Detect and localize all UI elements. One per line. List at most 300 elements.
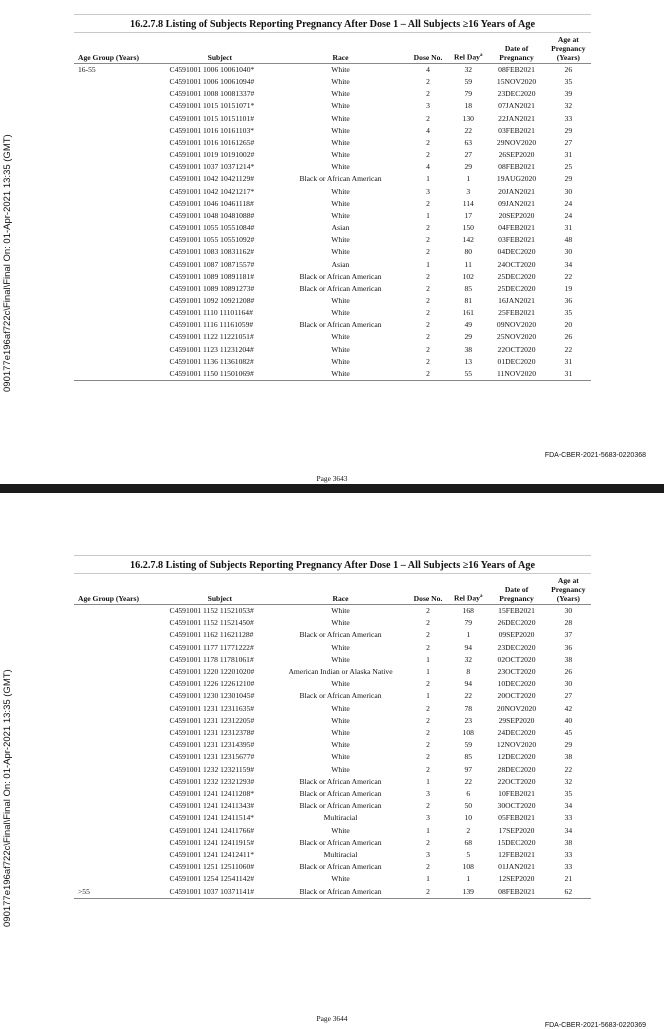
- cell-age-group: [74, 678, 166, 690]
- cell-dose-no: 3: [426, 850, 430, 860]
- cell-rel-day: 32: [464, 65, 473, 74]
- table-row: [74, 368, 591, 380]
- cell-date-of-pregnancy: 17SEP2020: [498, 825, 535, 835]
- cell-subject: C4591001 1178 11781061#: [169, 654, 254, 664]
- page-number: Page 3643: [316, 474, 348, 483]
- cell-dose-no: 2: [426, 77, 430, 87]
- cell-rel-day: 81: [464, 295, 473, 305]
- cell-dose-no: 2: [426, 837, 430, 847]
- cell-dose-no: 2: [426, 150, 430, 160]
- col-dose-no: Dose No.: [407, 574, 449, 605]
- cell-rel-day: 18: [464, 101, 473, 111]
- table-row: [74, 271, 591, 283]
- cell-race: Multiracial: [323, 850, 358, 860]
- cell-rel-day: 150: [462, 223, 474, 233]
- table-row: [74, 776, 591, 788]
- cell-subject: C4591001 1254 12541142#: [169, 874, 255, 884]
- cell-race: White: [331, 89, 350, 99]
- cell-subject: C4591001 1150 11501069#: [169, 368, 254, 378]
- cell-age-at-pregnancy: 27: [564, 691, 573, 701]
- cell-date-of-pregnancy: 20OCT2020: [497, 691, 536, 701]
- table-row: [74, 605, 591, 618]
- cell-date-of-pregnancy: 25FEB2021: [498, 308, 535, 318]
- cell-date-of-pregnancy: 20NOV2020: [496, 703, 537, 713]
- cell-age-group: [74, 149, 166, 161]
- table-row: [74, 234, 591, 246]
- cell-age-group: [74, 271, 166, 283]
- cell-age-group: [74, 259, 166, 271]
- cell-age-group: [74, 703, 166, 715]
- cell-subject: C4591001 1087 10871557#: [169, 259, 255, 269]
- cell-date-of-pregnancy: 23DEC2020: [497, 89, 536, 99]
- cell-dose-no: 3: [426, 186, 430, 196]
- cell-age-group: [74, 210, 166, 222]
- col-rel-day-label: Rel Day: [454, 53, 480, 62]
- cell-age-at-pregnancy: 25: [564, 162, 573, 172]
- cell-race: White: [331, 101, 350, 111]
- cell-age-at-pregnancy: 35: [564, 789, 573, 799]
- cell-subject: C4591001 1048 10481088#: [169, 210, 255, 220]
- cell-dose-no: 4: [426, 162, 430, 172]
- table-row: [74, 654, 591, 666]
- cell-rel-day: 2: [466, 825, 471, 835]
- cell-date-of-pregnancy: 20SEP2020: [498, 210, 535, 220]
- cell-race: White: [331, 356, 350, 366]
- table-row: [74, 331, 591, 343]
- cell-age-group: [74, 344, 166, 356]
- cell-age-group: [74, 751, 166, 763]
- cell-age-at-pregnancy: 38: [564, 654, 573, 664]
- cell-rel-day: 80: [464, 247, 473, 257]
- cell-rel-day: 78: [464, 703, 473, 713]
- table-row: [74, 642, 591, 654]
- cell-dose-no: 2: [426, 764, 430, 774]
- cell-age-group: [74, 837, 166, 849]
- table-row: [74, 800, 591, 812]
- cell-date-of-pregnancy: 22JAN2021: [498, 113, 535, 123]
- cell-date-of-pregnancy: 23OCT2020: [497, 667, 536, 677]
- cell-race: White: [331, 137, 350, 147]
- table-row: [74, 678, 591, 690]
- cell-age-group: [74, 654, 166, 666]
- col-dose-no: Dose No.: [407, 33, 449, 64]
- col-age-group: Age Group (Years): [74, 574, 166, 605]
- listing-frame: [74, 14, 591, 381]
- cell-dose-no: 2: [426, 801, 430, 811]
- cell-age-group: [74, 715, 166, 727]
- table-header-row: [74, 33, 591, 64]
- cell-age-group: [74, 739, 166, 751]
- page-number: Page 3644: [316, 1014, 348, 1023]
- table-row: [74, 295, 591, 307]
- cell-dose-no: 2: [426, 606, 430, 615]
- table-row: [74, 210, 591, 222]
- cell-age-group: [74, 307, 166, 319]
- cell-date-of-pregnancy: 07JAN2021: [498, 101, 535, 111]
- col-age-group: Age Group (Years): [74, 33, 166, 64]
- table-row: [74, 690, 591, 702]
- cell-age-at-pregnancy: 31: [564, 223, 573, 233]
- cell-race: White: [331, 825, 350, 835]
- cell-subject: C4591001 1083 10831162#: [169, 247, 255, 257]
- cell-rel-day: 63: [464, 137, 473, 147]
- cell-rel-day: 8: [466, 667, 471, 677]
- cell-age-group: [74, 246, 166, 258]
- table-row: [74, 173, 591, 185]
- cell-rel-day: 94: [464, 679, 473, 689]
- table-body: [74, 64, 591, 381]
- cell-race: White: [331, 642, 350, 652]
- cell-subject: C4591001 1037 10371214*: [169, 162, 255, 172]
- cell-rel-day: 27: [464, 150, 473, 160]
- sidebar-stamp: 090177e196af722c\Final\Final On: 01-Apr-2021 13:35 (GMT): [2, 134, 13, 392]
- cell-dose-no: 3: [426, 789, 430, 799]
- cell-age-group: [74, 113, 166, 125]
- cell-subject: C4591001 1037 10371141#: [169, 886, 255, 896]
- cell-age-at-pregnancy: 29: [564, 740, 573, 750]
- cell-rel-day: 108: [462, 862, 474, 872]
- cell-dose-no: 1: [426, 654, 430, 664]
- cell-dose-no: 4: [426, 65, 430, 74]
- cell-age-at-pregnancy: 33: [564, 113, 573, 123]
- cell-age-group: [74, 100, 166, 112]
- cell-dose-no: 2: [426, 752, 430, 762]
- cell-rel-day: 94: [464, 642, 473, 652]
- cell-rel-day: 97: [464, 764, 473, 774]
- cell-subject: C4591001 1006 10061040*: [169, 65, 255, 74]
- cell-subject: C4591001 1042 10421217*: [169, 186, 255, 196]
- cell-race: White: [331, 764, 350, 774]
- cell-age-group: [74, 873, 166, 885]
- cell-date-of-pregnancy: 08FEB2021: [498, 65, 535, 74]
- cell-dose-no: 2: [426, 715, 430, 725]
- table-header-row: [74, 574, 591, 605]
- cell-age-at-pregnancy: 34: [564, 259, 573, 269]
- cell-subject: C4591001 1241 12412411*: [169, 850, 255, 860]
- cell-rel-day: 49: [464, 320, 473, 330]
- cell-date-of-pregnancy: 15DEC2020: [497, 837, 536, 847]
- table-row: [74, 283, 591, 295]
- cell-rel-day: 13: [464, 356, 473, 366]
- cell-age-at-pregnancy: 28: [564, 618, 573, 628]
- document-page-2: [0, 541, 664, 1029]
- listing-frame: [74, 555, 591, 899]
- cell-race: White: [331, 308, 350, 318]
- cell-rel-day: 11: [464, 259, 472, 269]
- cell-race: White: [331, 235, 350, 245]
- cell-dose-no: 2: [426, 642, 430, 652]
- table-row: [74, 861, 591, 873]
- cell-date-of-pregnancy: 15NOV2020: [496, 77, 537, 87]
- cell-race: White: [331, 679, 350, 689]
- table-row: [74, 344, 591, 356]
- col-rel-day-footnote-mark: a: [479, 53, 483, 59]
- cell-rel-day: 139: [462, 886, 474, 896]
- cell-dose-no: 1: [426, 210, 430, 220]
- cell-subject: C4591001 1232 12321293#: [169, 776, 255, 786]
- cell-age-group: [74, 319, 166, 331]
- table-title: 16.2.7.8 Listing of Subjects Reporting Pregnancy After Dose 1 – All Subjects ≥16 Years of Age: [130, 560, 535, 571]
- cell-race: White: [331, 703, 350, 713]
- cell-date-of-pregnancy: 23DEC2020: [497, 642, 536, 652]
- cell-date-of-pregnancy: 25DEC2020: [497, 283, 536, 293]
- cell-age-at-pregnancy: 38: [564, 752, 573, 762]
- cell-date-of-pregnancy: 12SEP2020: [498, 874, 535, 884]
- cell-dose-no: 2: [426, 271, 430, 281]
- cell-rel-day: 29: [464, 332, 473, 342]
- cell-subject: C4591001 1046 10461118#: [169, 198, 254, 208]
- cell-dose-no: 2: [426, 247, 430, 257]
- table-row: [74, 88, 591, 100]
- cell-rel-day: 68: [464, 837, 473, 847]
- cell-date-of-pregnancy: 09JAN2021: [498, 198, 535, 208]
- table-row: [74, 764, 591, 776]
- cell-age-at-pregnancy: 22: [564, 764, 573, 774]
- cell-dose-no: 2: [426, 223, 430, 233]
- cell-race: White: [331, 198, 350, 208]
- cell-date-of-pregnancy: 29SEP2020: [498, 715, 535, 725]
- cell-age-at-pregnancy: 22: [564, 271, 573, 281]
- cell-subject: C4591001 1006 10061094#: [169, 77, 255, 87]
- cell-race: Black or African American: [299, 691, 382, 701]
- cell-age-at-pregnancy: 39: [564, 89, 573, 99]
- col-age-at-pregnancy: Age at Pregnancy (Years): [546, 33, 591, 64]
- col-subject: Subject: [166, 33, 275, 64]
- cell-date-of-pregnancy: 29NOV2020: [496, 137, 537, 147]
- cell-subject: C4591001 1136 11361082#: [169, 356, 254, 366]
- cell-age-group: [74, 788, 166, 800]
- cell-dose-no: 2: [426, 618, 430, 628]
- cell-subject: C4591001 1110 11101164#: [169, 308, 253, 318]
- cell-dose-no: 2: [426, 295, 430, 305]
- table-row: [74, 125, 591, 137]
- cell-age-at-pregnancy: 24: [564, 210, 573, 220]
- cell-date-of-pregnancy: 24OCT2020: [497, 259, 536, 269]
- cell-subject: C4591001 1241 12411514*: [169, 813, 255, 823]
- cell-race: White: [331, 295, 350, 305]
- cell-subject: C4591001 1015 10151071*: [169, 101, 255, 111]
- cell-race: White: [331, 125, 350, 135]
- table-row: [74, 113, 591, 125]
- cell-date-of-pregnancy: 08FEB2021: [498, 886, 535, 896]
- table-row: [74, 825, 591, 837]
- cell-dose-no: 2: [426, 740, 430, 750]
- cell-rel-day: 161: [462, 308, 474, 318]
- cell-age-at-pregnancy: 40: [564, 715, 573, 725]
- cell-age-at-pregnancy: 33: [564, 850, 573, 860]
- col-rel-day: [449, 574, 487, 605]
- cell-rel-day: 22: [464, 691, 473, 701]
- cell-race: White: [331, 150, 350, 160]
- cell-race: Black or African American: [299, 776, 382, 786]
- cell-subject: C4591001 1019 10191002#: [169, 150, 255, 160]
- cell-date-of-pregnancy: 11NOV2020: [497, 368, 536, 378]
- cell-age-at-pregnancy: 22: [564, 344, 573, 354]
- cell-dose-no: 2: [426, 283, 430, 293]
- cell-rel-day: 59: [464, 77, 473, 87]
- cell-subject: C4591001 1251 12511060#: [169, 862, 255, 872]
- cell-date-of-pregnancy: 04FEB2021: [498, 223, 535, 233]
- table-row: [74, 246, 591, 258]
- cell-age-at-pregnancy: 35: [564, 308, 573, 318]
- cell-rel-day: 85: [464, 752, 473, 762]
- cell-date-of-pregnancy: 09SEP2020: [498, 630, 535, 640]
- cell-age-group: [74, 605, 166, 618]
- cell-subject: C4591001 1231 12312205#: [169, 715, 255, 725]
- table-row: [74, 259, 591, 271]
- cell-dose-no: 2: [426, 113, 430, 123]
- table-row: [74, 703, 591, 715]
- cell-age-group: >55: [78, 886, 90, 896]
- cell-date-of-pregnancy: 19AUG2020: [496, 174, 537, 184]
- cell-dose-no: 2: [426, 679, 430, 689]
- cell-subject: C4591001 1230 12301045#: [169, 691, 255, 701]
- cell-rel-day: 1: [466, 174, 471, 184]
- cell-date-of-pregnancy: 01JAN2021: [498, 862, 535, 872]
- table-row: [74, 849, 591, 861]
- cell-race: White: [331, 247, 350, 257]
- cell-age-at-pregnancy: 20: [564, 320, 573, 330]
- cell-race: White: [331, 113, 350, 123]
- cell-date-of-pregnancy: 03FEB2021: [498, 125, 535, 135]
- cell-date-of-pregnancy: 12NOV2020: [496, 740, 537, 750]
- cell-dose-no: 2: [426, 235, 430, 245]
- cell-subject: C4591001 1055 10551084#: [169, 223, 255, 233]
- cell-date-of-pregnancy: 26SEP2020: [498, 150, 535, 160]
- table-row: [74, 198, 591, 210]
- table-row: [74, 137, 591, 149]
- table-row: [74, 886, 591, 898]
- cell-race: Multiracial: [323, 813, 358, 823]
- col-race: Race: [274, 33, 407, 64]
- cell-subject: C4591001 1226 12261210#: [169, 679, 255, 689]
- cell-dose-no: 2: [426, 728, 430, 738]
- cell-subject: C4591001 1231 12312378#: [169, 728, 255, 738]
- cell-date-of-pregnancy: 02OCT2020: [497, 654, 536, 664]
- cell-rel-day: 55: [464, 368, 473, 378]
- cell-rel-day: 142: [462, 235, 474, 245]
- sidebar-stamp: 090177e196af722c\Final\Final On: 01-Apr-2021 13:35 (GMT): [2, 669, 13, 927]
- cell-rel-day: 102: [462, 271, 474, 281]
- cell-age-at-pregnancy: 26: [564, 667, 573, 677]
- cell-race: White: [331, 728, 350, 738]
- cell-age-group: [74, 368, 166, 380]
- cell-race: White: [331, 618, 350, 628]
- cell-age-group: [74, 76, 166, 88]
- cell-race: Asian: [331, 223, 350, 233]
- cell-age-at-pregnancy: 30: [564, 247, 573, 257]
- document-id: FDA-CBER-2021-5683-0220368: [544, 452, 646, 459]
- cell-age-group: [74, 161, 166, 173]
- cell-rel-day: 17: [464, 210, 473, 220]
- cell-rel-day: 5: [466, 850, 471, 860]
- cell-rel-day: 130: [462, 113, 474, 123]
- cell-subject: C4591001 1152 11521053#: [169, 606, 254, 615]
- cell-dose-no: 2: [426, 332, 430, 342]
- cell-age-group: [74, 849, 166, 861]
- cell-subject: C4591001 1092 10921208#: [169, 295, 255, 305]
- cell-age-group: [74, 222, 166, 234]
- cell-date-of-pregnancy: 03FEB2021: [498, 235, 535, 245]
- cell-age-group: [74, 666, 166, 678]
- cell-rel-day: 108: [462, 728, 474, 738]
- cell-age-group: 16-55: [78, 65, 96, 74]
- table-row: [74, 727, 591, 739]
- cell-race: American Indian or Alaska Native: [288, 667, 393, 677]
- table-row: [74, 100, 591, 112]
- cell-date-of-pregnancy: 16JAN2021: [498, 295, 535, 305]
- cell-race: Asian: [331, 259, 350, 269]
- cell-date-of-pregnancy: 04DEC2020: [497, 247, 536, 257]
- page-separator: [0, 484, 664, 541]
- cell-date-of-pregnancy: 12DEC2020: [497, 752, 536, 762]
- cell-dose-no: 3: [426, 813, 430, 823]
- cell-age-group: [74, 727, 166, 739]
- cell-dose-no: 2: [426, 886, 430, 896]
- table-row: [74, 715, 591, 727]
- pregnancy-listing-table: [74, 574, 591, 898]
- cell-rel-day: 79: [464, 89, 473, 99]
- cell-age-at-pregnancy: 62: [564, 886, 573, 896]
- cell-age-group: [74, 617, 166, 629]
- cell-race: White: [331, 654, 350, 664]
- cell-subject: C4591001 1055 10551092#: [169, 235, 255, 245]
- cell-date-of-pregnancy: 20JAN2021: [498, 186, 535, 196]
- cell-date-of-pregnancy: 01DEC2020: [497, 356, 536, 366]
- table-row: [74, 837, 591, 849]
- cell-age-group: [74, 198, 166, 210]
- cell-rel-day: 1: [466, 630, 471, 640]
- cell-age-at-pregnancy: 19: [564, 283, 573, 293]
- cell-dose-no: 1: [426, 667, 430, 677]
- table-row: [74, 64, 591, 77]
- cell-rel-day: 1: [466, 874, 471, 884]
- cell-race: White: [331, 752, 350, 762]
- cell-age-group: [74, 642, 166, 654]
- cell-age-at-pregnancy: 34: [564, 825, 573, 835]
- cell-date-of-pregnancy: 08FEB2021: [498, 162, 535, 172]
- table-row: [74, 739, 591, 751]
- cell-age-group: [74, 690, 166, 702]
- cell-subject: C4591001 1162 11621128#: [169, 630, 254, 640]
- cell-rel-day: 38: [464, 344, 473, 354]
- cell-race: Black or African American: [299, 801, 382, 811]
- cell-race: Black or African American: [299, 320, 382, 330]
- cell-age-at-pregnancy: 26: [564, 332, 573, 342]
- cell-date-of-pregnancy: 22OCT2020: [497, 344, 536, 354]
- cell-dose-no: 2: [426, 308, 430, 318]
- cell-age-group: [74, 800, 166, 812]
- cell-subject: C4591001 1089 10891181#: [169, 271, 255, 281]
- table-row: [74, 76, 591, 88]
- cell-age-group: [74, 173, 166, 185]
- cell-dose-no: 2: [426, 368, 430, 378]
- cell-dose-no: 2: [426, 320, 430, 330]
- cell-race: Black or African American: [299, 862, 382, 872]
- cell-race: Black or African American: [299, 630, 382, 640]
- cell-race: Black or African American: [299, 789, 382, 799]
- cell-age-at-pregnancy: 31: [564, 368, 573, 378]
- cell-dose-no: 2: [426, 198, 430, 208]
- cell-subject: C4591001 1241 12411208*: [169, 789, 255, 799]
- cell-age-group: [74, 861, 166, 873]
- cell-subject: C4591001 1123 11231204#: [169, 344, 254, 354]
- cell-race: White: [331, 332, 350, 342]
- cell-age-group: [74, 629, 166, 641]
- document-id: FDA-CBER-2021-5683-0220369: [544, 1022, 646, 1029]
- col-rel-day: [449, 33, 487, 64]
- cell-date-of-pregnancy: 09NOV2020: [496, 320, 537, 330]
